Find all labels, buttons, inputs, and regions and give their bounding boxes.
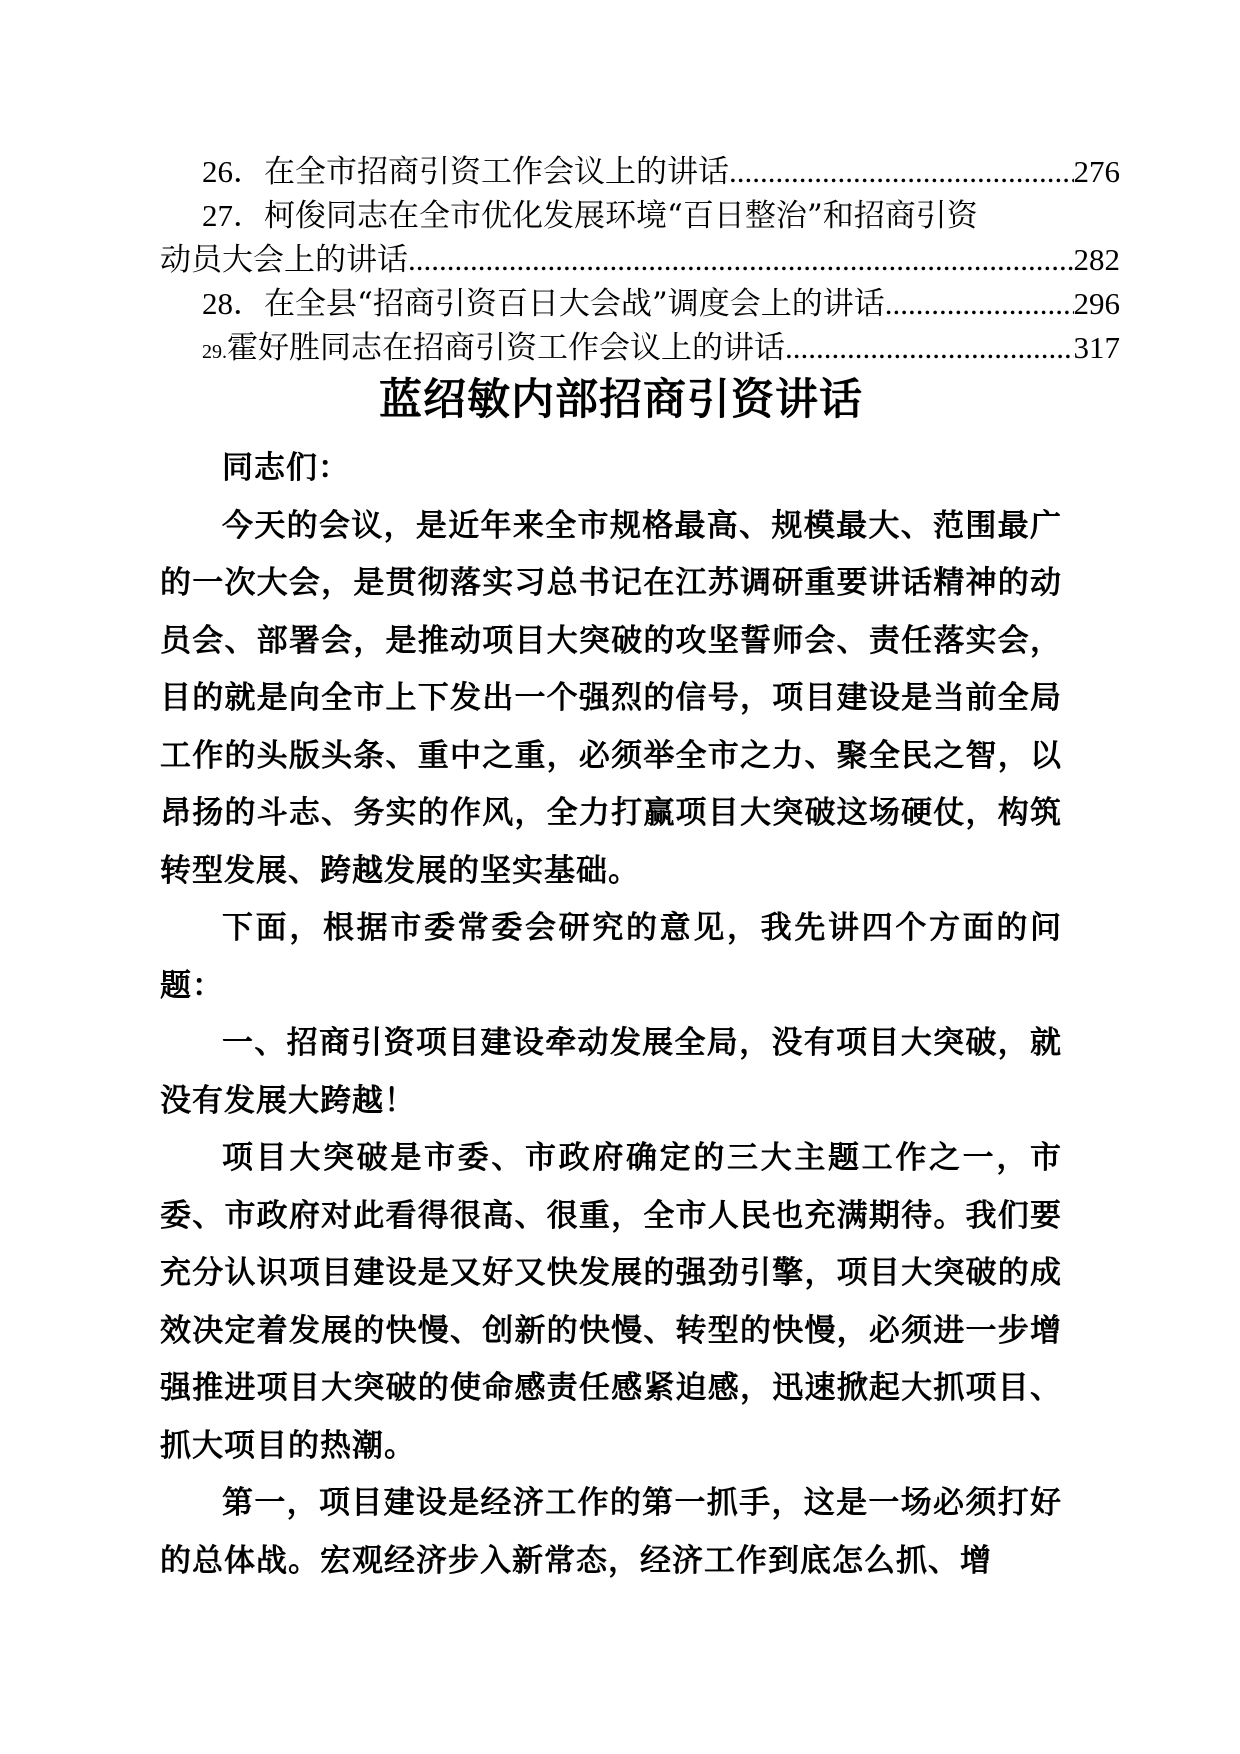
toc-entry-title: 在全市招商引资工作会议上的讲话: [264, 154, 729, 190]
toc-entry-26[interactable]: [160, 150, 1120, 194]
toc-entry-title: 在全县“招商引资百日大会战”调度会上的讲话: [264, 286, 885, 322]
body-paragraph: 下面，根据市委常委会研究的意见，我先讲四个方面的问题：: [160, 910, 1062, 1004]
toc-entry-27-line1[interactable]: [160, 194, 1120, 238]
toc-entry-page: 276: [1073, 154, 1120, 189]
toc-entry-title-continued: 动员大会上的讲话: [160, 242, 408, 278]
body-paragraph: 今天的会议，是近年来全市规格最高、规模最大、范围最广的一次大会，是贯彻落实习总书记在江苏调研重要讲话精神的动员会、部署会，是推动项目大突破的攻坚誓师会、责任落实会，目的就是向全市上下发出一个强烈的信号，项目建设是当前全局工作的头版头条、重中之重，必须举全市之力、聚全民之智，以昂扬的斗志、务实的作风，全力打赢项目大突破这场硬仗，构筑转型发展、跨越发展的坚实基础。: [160, 507, 1062, 889]
toc-entry-page: 296: [1073, 286, 1120, 321]
toc-entry-title: 霍好胜同志在招商引资工作会议上的讲话: [227, 330, 785, 366]
section-heading: 一、招商引资项目建设牵动发展全局，没有项目大突破，就没有发展大跨越！: [160, 1025, 1062, 1119]
toc-entry-28[interactable]: [160, 282, 1120, 326]
toc-entry-page: 317: [1073, 330, 1120, 365]
speech-body: [160, 440, 1062, 1590]
table-of-contents: [160, 150, 1120, 374]
toc-entry-27-line2[interactable]: [160, 238, 1120, 282]
toc-entry-number: 28．: [202, 286, 264, 321]
speech-title: 蓝绍敏内部招商引资讲话: [379, 375, 863, 425]
toc-entry-number: 29.: [202, 341, 227, 363]
toc-entry-page: 282: [1073, 242, 1120, 277]
toc-entry-title: 柯俊同志在全市优化发展环境“百日整治”和招商引资: [264, 198, 978, 234]
salutation: 同志们：: [222, 450, 350, 486]
toc-leader-dots: [885, 282, 1074, 325]
toc-leader-dots: [729, 150, 1074, 193]
toc-leader-dots: [408, 238, 1074, 281]
body-paragraph: 项目大突破是市委、市政府确定的三大主题工作之一，市委、市政府对此看得很高、很重，全市人民也充满期待。我们要充分认识项目建设是又好又快发展的强劲引擎，项目大突破的成效决定着发展的快慢、创新的快慢、转型的快慢，必须进一步增强推进项目大突破的使命感责任感紧迫感，迅速掀起大抓项目、抓大项目的热潮。: [160, 1140, 1062, 1464]
body-paragraph: 第一，项目建设是经济工作的第一抓手，这是一场必须打好的总体战。宏观经济步入新常态，经济工作到底怎么抓、增: [160, 1485, 1062, 1579]
toc-leader-dots: [785, 326, 1074, 369]
toc-entry-29[interactable]: [160, 326, 1120, 374]
toc-entry-number: 26．: [202, 154, 264, 189]
toc-entry-number: 27．: [202, 198, 264, 233]
